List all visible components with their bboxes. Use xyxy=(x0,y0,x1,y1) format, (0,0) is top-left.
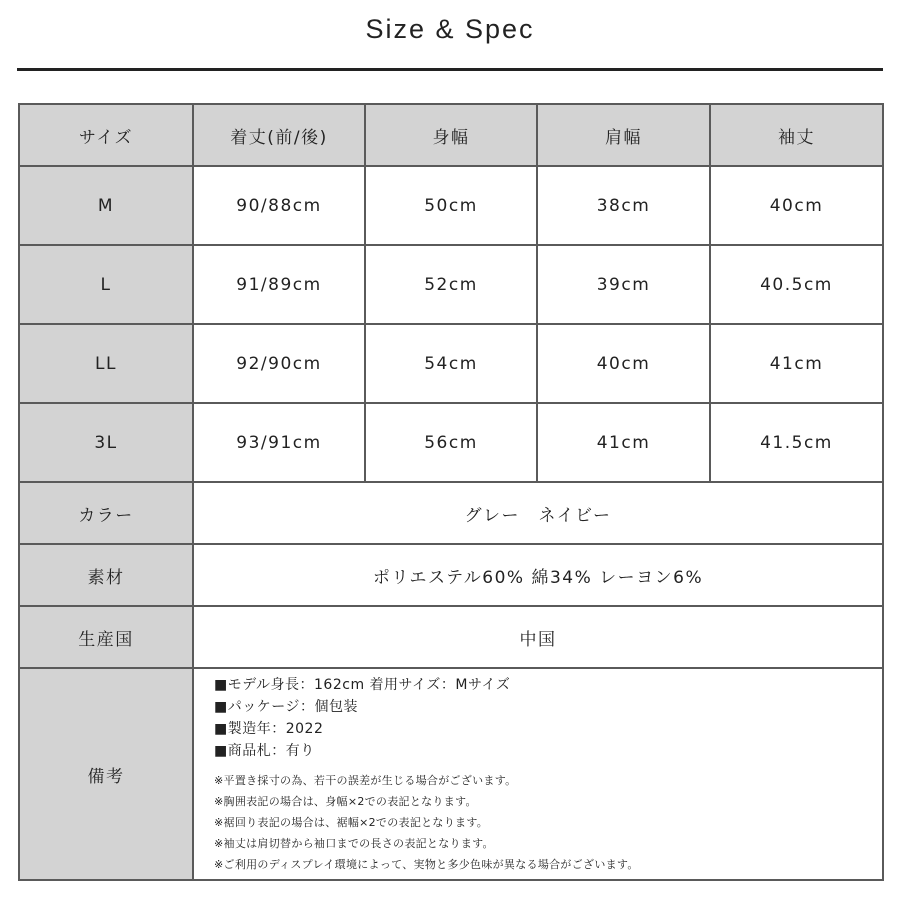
header-shoulder-width: 肩幅 xyxy=(537,104,710,166)
table-cell: 41cm xyxy=(537,403,710,482)
table-cell: 92/90cm xyxy=(193,324,365,403)
header-body-width: 身幅 xyxy=(365,104,537,166)
table-cell: 41.5cm xyxy=(710,403,883,482)
list-item: ■モデル身長：162cm 着用サイズ：Mサイズ xyxy=(214,676,511,693)
origin-value: 中国 xyxy=(193,606,883,668)
note-line: ※袖丈は肩切替から袖口までの長さの表記となります。 xyxy=(214,836,494,850)
list-item: ■製造年：2022 xyxy=(214,720,324,737)
header-length: 着丈(前/後) xyxy=(193,104,365,166)
info-row-material xyxy=(19,544,883,606)
table-row xyxy=(19,245,883,324)
info-row-color xyxy=(19,482,883,544)
table-cell: 91/89cm xyxy=(193,245,365,324)
info-row-notes xyxy=(19,668,883,880)
size-label: LL xyxy=(19,324,193,403)
origin-label: 生産国 xyxy=(19,606,193,668)
header-sleeve-length: 袖丈 xyxy=(710,104,883,166)
table-cell: 40cm xyxy=(710,166,883,245)
table-cell: 90/88cm xyxy=(193,166,365,245)
table-row xyxy=(19,403,883,482)
table-row xyxy=(19,166,883,245)
table-cell: 40cm xyxy=(537,324,710,403)
note-line: ※ご利用のディスプレイ環境によって、実物と多少色味が異なる場合がございます。 xyxy=(214,857,639,871)
table-cell: 40.5cm xyxy=(710,245,883,324)
title-divider xyxy=(17,68,883,71)
header-size: サイズ xyxy=(19,104,193,166)
size-label: M xyxy=(19,166,193,245)
table-cell: 52cm xyxy=(365,245,537,324)
color-label: カラー xyxy=(19,482,193,544)
table-cell: 41cm xyxy=(710,324,883,403)
note-line: ※胸囲表記の場合は、身幅×2での表記となります。 xyxy=(214,794,477,808)
material-value: ポリエステル60% 綿34% レーヨン6% xyxy=(193,544,883,606)
table-cell: 50cm xyxy=(365,166,537,245)
list-item: ■商品札：有り xyxy=(214,742,315,759)
note-line: ※平置き採寸の為、若干の誤差が生じる場合がございます。 xyxy=(214,773,517,787)
table-cell: 56cm xyxy=(365,403,537,482)
size-label: 3L xyxy=(19,403,193,482)
notes-list xyxy=(194,674,882,875)
table-header-row xyxy=(19,104,883,166)
size-spec-table xyxy=(18,103,884,881)
info-row-origin xyxy=(19,606,883,668)
size-label: L xyxy=(19,245,193,324)
material-label: 素材 xyxy=(19,544,193,606)
page-title: Size & Spec xyxy=(365,14,535,44)
table-cell: 93/91cm xyxy=(193,403,365,482)
list-item: ■パッケージ：個包装 xyxy=(214,698,358,715)
table-cell: 38cm xyxy=(537,166,710,245)
notes-label: 備考 xyxy=(19,668,193,880)
notes-spacer xyxy=(214,762,882,770)
notes-content xyxy=(193,668,883,880)
table-cell: 54cm xyxy=(365,324,537,403)
color-value: グレー ネイビー xyxy=(193,482,883,544)
table-cell: 39cm xyxy=(537,245,710,324)
table-row xyxy=(19,324,883,403)
note-line: ※裾回り表記の場合は、裾幅×2での表記となります。 xyxy=(214,815,489,829)
